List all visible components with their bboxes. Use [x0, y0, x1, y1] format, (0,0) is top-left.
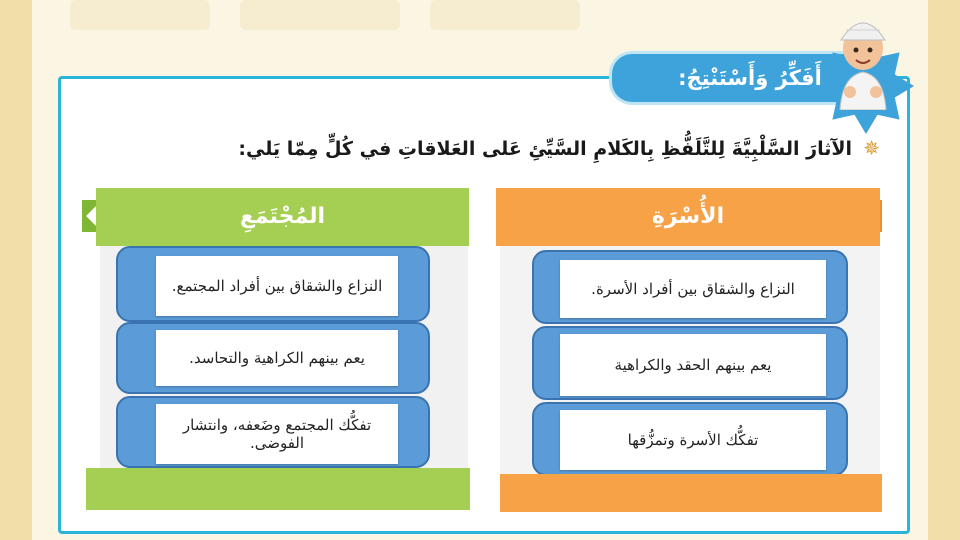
family-footer-bar — [500, 474, 882, 512]
community-footer-bar — [86, 468, 470, 510]
community-column-header — [96, 188, 469, 246]
star-bullet-icon: ✵ — [863, 136, 880, 160]
family-title: الأُسْرَةِ — [651, 204, 725, 229]
community-card-text: تفكُّك المجتمع وضَعفه، وانتشار الفوضى. — [156, 404, 398, 464]
background-tile — [430, 0, 580, 30]
right-border-strip — [928, 0, 960, 540]
community-title: المُجْتَمَعِ — [239, 204, 326, 229]
family-card-text: تفكُّك الأسرة وتمزُّقها — [560, 410, 826, 470]
community-card-text: النزاع والشقاق بين أفراد المجتمع. — [156, 256, 398, 316]
left-border-strip — [0, 0, 32, 540]
family-card-text: النزاع والشقاق بين أفراد الأسرة. — [560, 260, 826, 318]
header-title: أَفَكِّرُ وَأَسْتَنْتِجُ: — [678, 66, 822, 90]
instruction-text: الآثارَ السَّلْبِيَّةَ لِلتَّلَفُّظِ بِالكَلامِ السَّيِّئِ عَلى العَلاقاتِ في كُلٍّ مِمّا يَلي: — [238, 138, 852, 160]
instruction-row — [238, 132, 880, 166]
background-tile — [240, 0, 400, 30]
background-tile — [70, 0, 210, 30]
family-card-text: يعم بينهم الحقد والكراهية — [560, 334, 826, 396]
family-column-header — [496, 188, 880, 246]
community-card-text: يعم بينهم الكراهية والتحاسد. — [156, 330, 398, 386]
